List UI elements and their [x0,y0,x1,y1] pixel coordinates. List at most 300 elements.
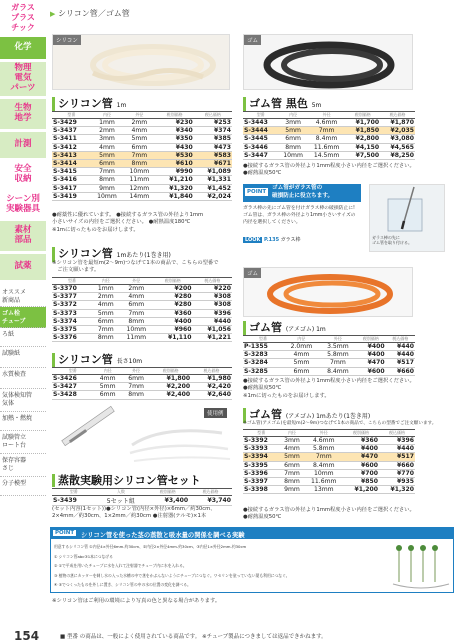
product-code[interactable]: S-3445 [243,135,278,143]
table-row[interactable] [52,383,232,391]
point-body-line: 内径を選択してください。 [243,220,301,225]
column-header: 税別価格 [150,368,191,375]
column-header: 税込価格 [386,336,415,343]
price-cell: ¥360 [153,309,192,317]
black-rubber-notes [243,163,443,178]
spec-cell: 5mm [91,151,123,159]
price-cell: ¥2,200 [150,383,191,391]
table-row[interactable] [52,159,232,167]
table-row[interactable] [243,127,415,135]
spec-cell: 10mm [278,151,308,159]
spec-cell: 7mm [120,309,153,317]
table-row[interactable] [52,151,232,159]
column-header: 内径 [279,430,304,437]
distill-set-title: 蒸散実験用シリコン管セット [58,474,201,487]
spec-cell: 7mm [92,325,119,333]
spec-cell: 2.0mm [283,343,320,351]
product-code[interactable]: S-3374 [52,317,92,325]
price-cell: ¥2,035 [380,127,415,135]
column-header: 外径 [308,112,345,119]
table-row[interactable] [52,119,232,127]
amegomu-1m-heading [243,321,326,336]
point-body [243,205,365,226]
spec-cell: 11.6mm [304,477,343,485]
product-code[interactable]: S-3427 [52,383,93,391]
silicone-1m-table [52,111,232,201]
product-code[interactable]: S-3447 [243,151,278,159]
column-header: 税別価格 [153,278,192,285]
product-code[interactable]: S-3377 [52,293,92,301]
sidebar-subcategory-list [0,286,46,496]
spec-cell: 6mm [283,367,320,375]
price-cell: ¥473 [194,143,232,151]
price-cell: ¥400 [343,445,379,453]
table-row[interactable] [52,285,232,293]
table-row[interactable] [52,135,232,143]
product-code[interactable]: S-3373 [52,309,92,317]
amegomu-roll-title: ゴム管 [249,408,282,421]
price-cell: ¥1,320 [379,486,415,494]
silicone-10m-table [52,367,232,400]
product-code[interactable]: P-1355 [243,343,283,351]
note-line: ※ゴム管(アメゴム)を最短m(2〜9m)つなげて1本の商品で、こちらの型番でご注文願います。 [243,421,437,426]
column-header: 税別価格 [146,489,189,496]
look-text: ガラス棒 [280,237,301,243]
table-row[interactable] [52,176,232,184]
price-cell: ¥1,200 [343,486,379,494]
table-row[interactable] [243,343,415,351]
table-row[interactable] [52,375,232,383]
price-cell: ¥960 [153,325,192,333]
spec-cell: 10mm [123,168,155,176]
column-header: 税込価格 [194,112,232,119]
point2-line: 用意するシリコン管 ①内径4×外径6mm-約30cm、②内径2×外径4mm-約30cm、③内径1×外径2mm-約30cm [54,544,247,549]
silicone-color-note: ※シリコン管はご利用の環境により写真の色と異なる場合があります。 [52,598,221,604]
price-cell: ¥360 [343,437,379,445]
note-line: ●耐熱温度50℃ [243,385,282,392]
spec-cell: 7mm [91,168,123,176]
spec-cell: 4mm [123,127,155,135]
sidebar-category-2[interactable]: 生物 地学 [0,99,46,129]
spec-cell: 8mm [91,176,123,184]
product-code[interactable]: S-3397 [243,477,279,485]
sidebar-category-0[interactable]: 化学 [0,37,46,59]
table-row[interactable] [243,437,415,445]
table-header-row [243,336,415,343]
sidebar-category-4[interactable]: 安全 収納 [14,164,32,184]
point2-title: シリコン管を使った茎の蒸散と吸水量の関係を調べる実験 [81,532,245,539]
category-sidebar [0,0,46,644]
spec-cell: 13mm [304,486,343,494]
column-header: 入数 [95,489,146,496]
product-code[interactable]: S-3392 [243,437,279,445]
price-cell: ¥530 [156,151,194,159]
price-cell: ¥2,800 [345,135,380,143]
price-cell: ¥1,320 [156,184,194,192]
sidebar-subcategory-2[interactable]: ろ紙 [0,328,46,347]
table-header-row [52,489,232,496]
product-code[interactable]: S-3398 [243,486,279,494]
price-cell: ¥770 [379,469,415,477]
spec-cell: 8mm [92,334,119,342]
spec-cell: 5mm [92,309,119,317]
column-header: 型番 [243,430,279,437]
price-cell: ¥400 [356,343,385,351]
spec-cell: 2mm [92,293,119,301]
spec-cell: 3mm [91,135,123,143]
product-code[interactable]: S-3412 [52,143,91,151]
price-cell: ¥308 [193,301,233,309]
column-header: 税別価格 [156,112,194,119]
note-line: ●接続するガラス管の外径より1mm程度小さい内径をご選択ください。 [243,163,415,169]
distill-set-heading [52,474,201,487]
spec-cell: 5mm [123,135,155,143]
footer-note: ■ 型番 の商品は、一般によく使用されている商品です。 ※チューブ製品につきましては返品できかねます。 [60,634,327,640]
spec-cell: 11.6mm [308,143,345,151]
table-header-row [243,112,415,119]
price-cell: ¥671 [194,159,232,167]
black-rubber-table [243,111,415,160]
point-body-line: ゴム管は、ガラス棒の外径より1mm小さいサイズの [243,213,356,218]
spec-cell: 10mm [91,192,123,200]
price-cell: ¥1,089 [194,168,232,176]
product-code[interactable]: S-3428 [52,391,93,399]
spec-cell: 8mm [278,143,308,151]
table-row[interactable] [243,461,415,469]
spec-cell: 6mm [278,135,308,143]
product-code[interactable]: S-3283 [243,351,283,359]
spec-cell: 3mm [279,437,304,445]
black-rubber-tube-photo [243,34,413,90]
sidebar-subcategory-5[interactable]: 気体検知管 気体 [0,389,46,412]
product-code[interactable]: S-3443 [243,119,278,127]
table-row[interactable] [52,391,232,399]
product-code[interactable]: S-3437 [52,127,91,135]
price-cell: ¥4,150 [345,143,380,151]
spec-cell: 5mm [283,359,320,367]
table-row[interactable] [52,143,232,151]
table-row[interactable] [52,293,232,301]
spec-cell: 7mm [308,127,345,135]
product-code[interactable]: S-3394 [243,453,279,461]
price-cell: ¥440 [379,445,415,453]
price-cell: ¥1,110 [153,334,192,342]
product-code[interactable]: S-3372 [52,301,92,309]
price-cell: ¥308 [193,293,233,301]
point2-line: ③ 植物の茎にカッターを刺し水の入った水槽の中で茎をかぶんないようにチューブにつなぐ。ワセリンを塗っていない葉も利用につなぐ。 [54,572,290,578]
spec-cell: 10mm [304,469,343,477]
spec-cell: 11mm [123,176,155,184]
price-cell: ¥350 [156,135,194,143]
black-rubber-subtitle: 5m [311,102,322,109]
sidebar-category-list [0,37,46,280]
distill-set-table [52,488,232,506]
sidebar-subcategory-8[interactable]: 保存容器 さじ [0,454,46,477]
silicone-1m-title: シリコン管 [58,97,113,110]
spec-cell: 7mm [123,151,155,159]
product-code[interactable]: S-3417 [52,184,91,192]
price-cell: ¥4,565 [380,143,415,151]
sidebar-subcategory-4[interactable]: 水質検査 [0,368,46,389]
spec-cell: 2mm [120,285,153,293]
column-header: 外径 [120,278,153,285]
table-row[interactable] [243,359,415,367]
table-header-row [52,112,232,119]
point-header [243,184,361,202]
black-rubber-title: ゴム管 黒色 [249,97,308,110]
column-header: 内径 [278,112,308,119]
silicone-10m-subtitle: 長さ10m [116,358,143,365]
page-footer [0,626,462,644]
table-row[interactable] [52,334,232,342]
product-code[interactable]: S-3284 [243,359,283,367]
spec-cell: 5mm [279,453,304,461]
spec-cell: 6mm [122,375,150,383]
product-code[interactable]: S-3370 [52,285,92,293]
sidebar-top-category[interactable] [0,0,46,37]
sidebar-subcategory-3[interactable]: 試験紙 [0,347,46,368]
note-line: ●接続するガラス管の外径より1mm程度小さい内径をご選択ください。 [243,507,415,513]
sidebar-subcategory-9[interactable]: 分子模型 [0,477,46,496]
note-line: ※1mに切ったものをお届けします。 [52,226,139,233]
product-code[interactable]: S-3446 [243,143,278,151]
spec-cell: 8mm [120,317,153,325]
sidebar-category-7[interactable]: 試薬 [0,254,46,280]
price-cell: ¥400 [356,351,385,359]
spec-cell: 6mm [91,159,123,167]
product-code[interactable]: S-3439 [52,496,95,506]
column-header: 税別価格 [356,336,385,343]
note-line: ※シリコン管を最短m(2〜9m)つなげて1本の商品で、こちらの型番で [52,260,219,266]
sidebar-subcategory-6[interactable]: 加熱・燃焼 [0,412,46,431]
spec-cell: 3.5mm [320,343,357,351]
spec-cell: 12mm [123,184,155,192]
silicone-roll-table [52,277,232,342]
note-line: ●耐薬性に優れています。 ●接続するガラス管の外径より1mm [52,212,204,218]
table-row[interactable] [243,445,415,453]
price-cell: ¥385 [194,135,232,143]
column-header: 税込価格 [189,489,232,496]
spec-cell: 4.6mm [308,119,345,127]
table-row[interactable] [243,477,415,485]
breadcrumb-text: シリコン管／ゴム管 [57,9,130,18]
black-rubber-tube-illustration [244,35,413,90]
sidebar-category-5[interactable]: シーン別 実験器具 [5,194,40,214]
spec-cell: 6mm [92,317,119,325]
product-code[interactable]: S-3414 [52,159,91,167]
point2-line: ② ①で平成を用いたチューブに水を入れて注射器でチューブ内に水を入れる。 [54,563,187,569]
sidebar-subcategory-0[interactable]: オススメ 新商品 [0,286,46,307]
price-cell: ¥1,210 [156,176,194,184]
table-row[interactable] [243,135,415,143]
sidebar-top-line-1: ガラス [11,3,35,12]
price-cell: ¥517 [379,453,415,461]
table-row[interactable] [52,325,232,333]
amegomu-1m-title: ゴム管 [249,321,282,334]
table-header-row [52,278,232,285]
product-code[interactable]: S-3393 [243,445,279,453]
look-page: P.135 [263,237,280,243]
sidebar-subcategory-7[interactable]: 試験管立 ロート台 [0,431,46,454]
product-code[interactable]: S-3285 [243,367,283,375]
silicone-10m-title: シリコン管 [58,353,113,366]
spec-cell: 5mm [93,383,121,391]
amegomu-roll-subtitle: (アメゴム) 1mあたり(1巻き用) [285,413,371,420]
spec-cell: 9mm [91,184,123,192]
column-header: 型番 [243,336,283,343]
product-code[interactable]: S-3416 [52,176,91,184]
table-row[interactable] [52,184,232,192]
price-cell: ¥430 [156,143,194,151]
table-header-row [243,430,415,437]
spec-cell: 4mm [283,351,320,359]
table-row[interactable] [243,119,415,127]
price-cell: ¥7,500 [345,151,380,159]
table-row[interactable] [243,367,415,375]
note-line: ●耐熱温度50℃ [243,514,282,521]
spec-cell: 8mm [122,391,150,399]
column-header: 外径 [320,336,357,343]
column-header: 型番 [52,489,95,496]
note-line: 小さいサイズの内径をご選択ください。 ●耐熱温度180℃ [52,219,191,226]
sidebar-category-6[interactable]: 素材 部品 [0,221,46,251]
price-cell: ¥700 [343,469,379,477]
column-header: 内径 [283,336,320,343]
price-cell: ¥2,400 [150,391,191,399]
experiment-tubes-illustration [391,542,451,592]
point-distillation-experiment [50,527,454,593]
image-tag-silicone: シリコン [53,35,81,45]
table-row[interactable] [243,469,415,477]
table-row[interactable] [243,151,415,159]
product-code[interactable]: S-3415 [52,168,91,176]
price-cell: ¥517 [386,359,415,367]
table-row[interactable] [52,496,232,506]
column-header: 税別価格 [345,112,380,119]
table-row[interactable] [52,309,232,317]
price-cell: ¥935 [379,477,415,485]
silicone-1m-notes [52,212,234,234]
column-header: 内径 [93,368,121,375]
price-cell: ¥470 [356,359,385,367]
orange-rubber-tube-illustration [244,268,413,317]
product-code[interactable]: S-3396 [243,469,279,477]
spec-cell: 6mm [93,391,121,399]
price-cell: ¥3,400 [146,496,189,506]
column-header: 外径 [304,430,343,437]
spec-cell: 8.4mm [308,135,345,143]
price-cell: ¥1,221 [193,334,233,342]
note-line: ●接続するガラス管の外径より1mm程度小さい内径をご選択ください。 [243,378,415,384]
price-cell: ¥1,980 [191,375,232,383]
column-header: 内径 [92,278,119,285]
table-row[interactable] [52,317,232,325]
look-reference[interactable] [243,236,301,243]
column-header: 税込価格 [193,278,233,285]
price-cell: ¥200 [153,285,192,293]
sidebar-subcategory-1[interactable]: ゴム栓 チューブ [0,307,46,328]
price-cell: ¥470 [343,453,379,461]
price-cell: ¥1,700 [345,119,380,127]
table-row[interactable] [52,127,232,135]
black-rubber-heading [243,97,321,112]
product-code[interactable]: S-3375 [52,325,92,333]
product-code[interactable]: S-3429 [52,119,91,127]
product-code[interactable]: S-3411 [52,135,91,143]
spec-cell: 7mm [304,453,343,461]
spec-cell: 6mm [279,461,304,469]
price-cell: ¥280 [153,293,192,301]
spec-cell: 7mm [122,383,150,391]
sidebar-category-1[interactable]: 物理 電気 パーツ [0,62,46,96]
price-cell: ¥1,850 [345,127,380,135]
price-cell: ¥610 [156,159,194,167]
column-header: 外径 [123,112,155,119]
table-row[interactable] [243,453,415,461]
point2-line: ④ ③でつくったものを外しに置き、シリコン管の中の水の位置の変化を調べる。 [54,582,191,588]
column-header: 内径 [91,112,123,119]
price-cell: ¥660 [386,367,415,375]
product-code[interactable]: S-3395 [243,461,279,469]
table-row[interactable] [52,301,232,309]
spec-cell: 6mm [123,143,155,151]
product-code[interactable]: S-3444 [243,127,278,135]
note-line: ご注文願います。 [52,267,100,274]
column-header: 外径 [122,368,150,375]
price-cell: ¥1,056 [193,325,233,333]
sidebar-category-3[interactable]: 計測 [0,132,46,158]
silicone-roll-title: シリコン管 [58,247,113,260]
price-cell: ¥1,840 [156,192,194,200]
price-cell: ¥1,331 [194,176,232,184]
beaker-illustration [370,185,446,235]
price-cell: ¥8,250 [380,151,415,159]
silicone-roll-subtitle: 1mあたり(1巻き用) [116,252,171,259]
amegomu-1m-subtitle: (アメゴム) 1m [285,326,326,333]
table-row[interactable] [243,143,415,151]
product-code[interactable]: S-3419 [52,192,91,200]
table-row[interactable] [243,351,415,359]
spec-cell: 8.4mm [320,367,357,375]
price-cell: ¥2,420 [191,383,232,391]
price-cell: ¥220 [193,285,233,293]
point-label: POINT [247,189,267,195]
spec-cell: 5mm [278,127,308,135]
product-code[interactable]: S-3376 [52,334,92,342]
table-row[interactable] [52,192,232,200]
point-body-line: ガラス棒の先にゴム管を付けガラス棒の破損防止に! [243,206,355,211]
spec-cell: 10mm [120,325,153,333]
table-row[interactable] [243,486,415,494]
amegomu-roll-table [243,429,415,494]
price-cell: ¥340 [156,127,194,135]
price-cell: ¥3,080 [380,135,415,143]
look-badge: LOOK [245,237,261,243]
note-line: ※1mに切ったものをお届けします。 [243,392,330,399]
spec-cell: 8mm [279,477,304,485]
table-row[interactable] [52,168,232,176]
orange-rubber-tube-photo [243,267,413,317]
spec-cell: 2mm [123,119,155,127]
spec-cell: 14mm [123,192,155,200]
product-code[interactable]: S-3413 [52,151,91,159]
sidebar-top-line-3: チック [11,23,35,32]
product-code[interactable]: S-3426 [52,375,93,383]
silicone-roll-notes [52,260,234,275]
spec-cell: 5.8mm [320,351,357,359]
page-number: 154 [14,629,40,643]
column-header: 税込価格 [380,112,415,119]
